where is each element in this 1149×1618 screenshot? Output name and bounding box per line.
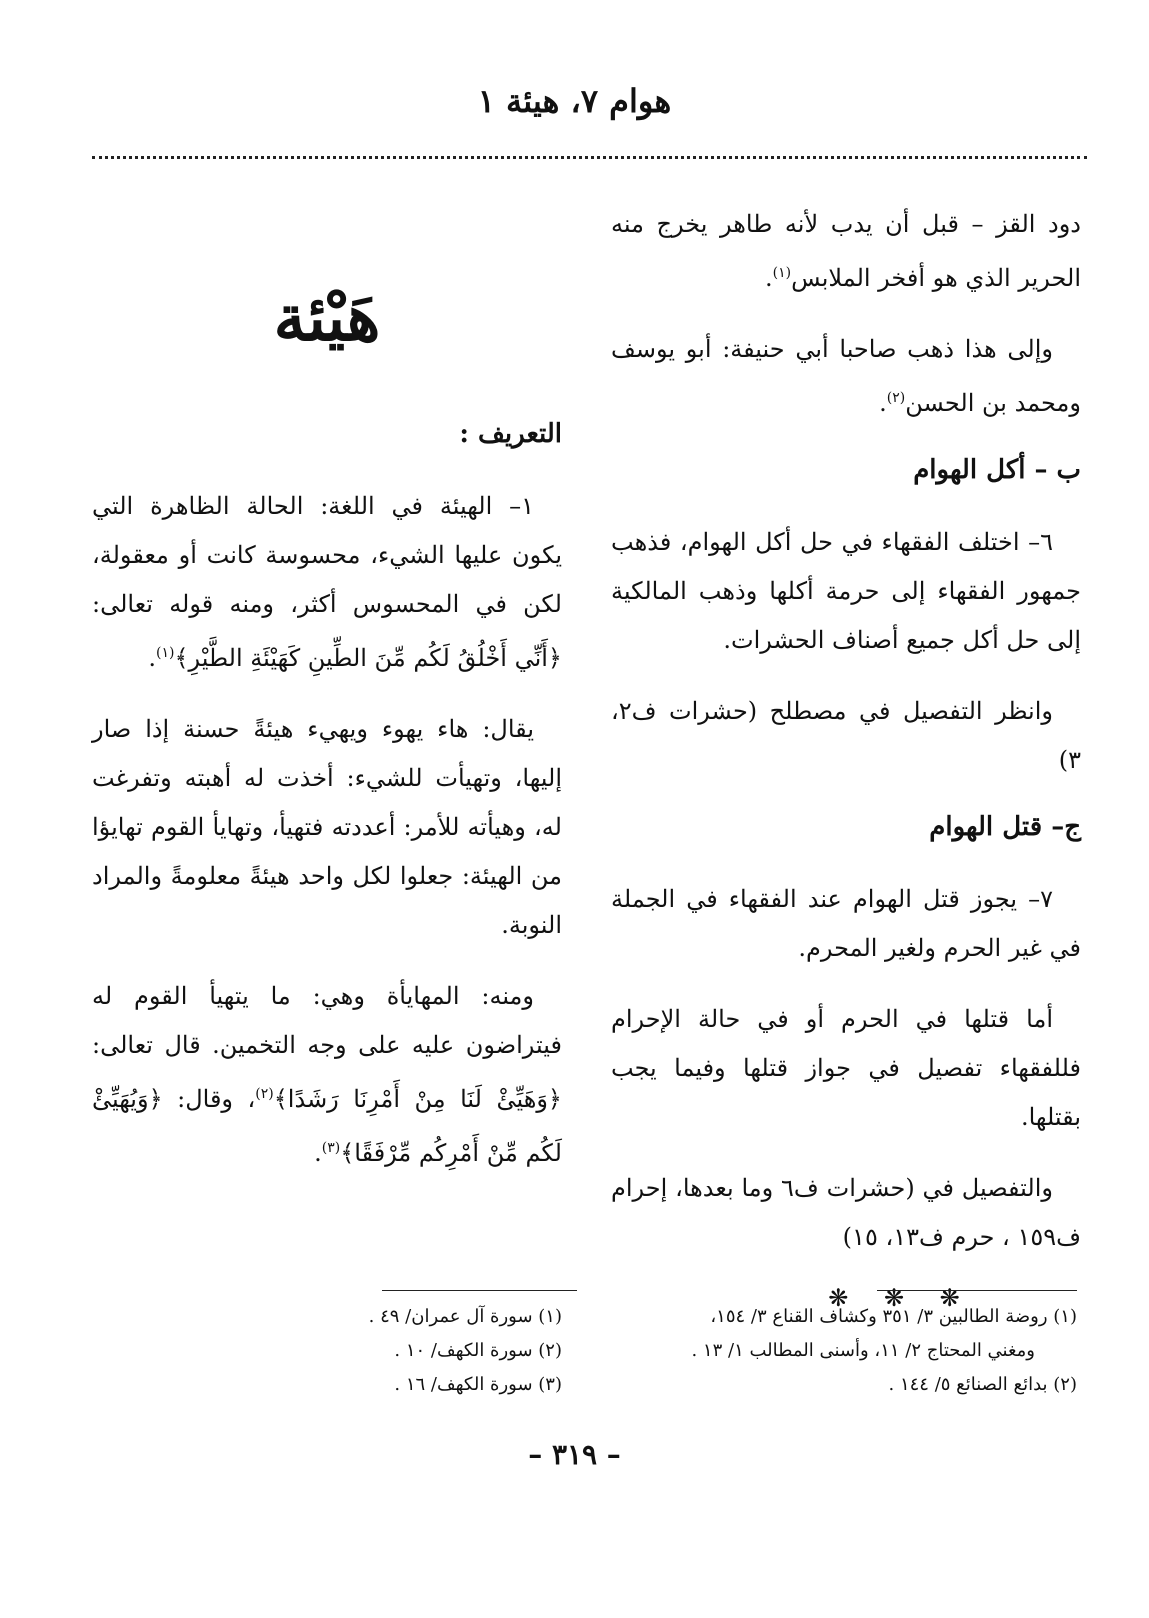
footnotes-right	[607, 1300, 1077, 1402]
footnote-continuation: ومغني المحتاج ٢/ ١١، وأسنى المطالب ١/ ١٣ .	[691, 1340, 1035, 1361]
paragraph	[92, 482, 562, 683]
footnote-rule	[382, 1290, 577, 1291]
paragraph-text: دود القز – قبل أن يدب لأنه طاهر يخرج منه الحرير الذي هو أفخر الملابس	[611, 210, 1081, 292]
paragraph	[611, 200, 1081, 303]
footnote-rule	[877, 1290, 1077, 1291]
footnote-marker: (٢)	[255, 1086, 274, 1102]
footnote-marker: (٣)	[321, 1140, 341, 1156]
paragraph-text: ، وقال: ﴿وَيُهَيِّئْ لَكُم مِّنْ أَمْرِكُم مِّرْفَقًا﴾	[92, 1085, 562, 1167]
section-heading: ب – أكل الهوام	[913, 455, 1081, 485]
paragraph: أما قتلها في الحرم أو في حالة الإحرام فللفقهاء تفصيل في جواز قتلها وفيما يجب بقتلها.	[611, 1005, 1081, 1131]
paragraph: يقال: هاء يهوء ويهيء هيئةً حسنة إذا صار إليها، وتهيأت للشيء: أخذت له أهبته وتفرغت له، وهيأته للأمر: أعددته فتهيأ، وتهايأ القوم تهايؤا من الهيئة: جعلوا لكل واحد هيئةً معلومةً والمراد النوبة.	[92, 715, 562, 939]
paragraph-text: ١– الهيئة في اللغة: الحالة الظاهرة التي يكون عليها الشيء، محسوسة كانت أو معقولة، لكن في المحسوس أكثر، ومنه قوله تعالى: ﴿أَنِّي أَخْلُقُ لَكُم مِّنَ الطِّينِ كَهَيْئَةِ الطَّيْرِ﴾	[92, 492, 562, 672]
footnotes-left	[92, 1300, 562, 1402]
running-header: هوام ٧، هيئة ١	[477, 82, 672, 120]
paragraph	[611, 325, 1081, 428]
section-end-stars: ❋ ❋ ❋	[828, 1284, 974, 1312]
entry-title: هَيْئة	[273, 281, 381, 356]
footnote: (١) سورة آل عمران/ ٤٩ .	[368, 1306, 562, 1327]
footnote-marker: (١)	[772, 265, 792, 281]
paragraph	[92, 972, 562, 1178]
paragraph-text: وإلى هذا ذهب صاحبا أبي حنيفة: أبو يوسف ومحمد بن الحسن	[611, 335, 1081, 417]
footnote-marker: (٢)	[886, 390, 906, 406]
paragraph-end: .	[148, 644, 156, 672]
paragraph-end: .	[314, 1139, 322, 1167]
section-heading: التعريف :	[459, 419, 562, 449]
paragraph-end: .	[764, 264, 773, 292]
paragraph-end: .	[879, 389, 887, 417]
page-number: – ٣١٩ –	[528, 1438, 621, 1471]
footnote: (٢) بدائع الصنائع ٥/ ١٤٤ .	[888, 1374, 1077, 1395]
left-column	[92, 200, 562, 1200]
paragraph: ٧– يجوز قتل الهوام عند الفقهاء في الجملة في غير الحرم ولغير المحرم.	[611, 885, 1081, 962]
footnote: (٣) سورة الكهف/ ١٦ .	[394, 1374, 562, 1395]
paragraph: والتفصيل في (حشرات ف٦ وما بعدها، إحرام ف١٥٩ ، حرم ف١٣، ١٥)	[611, 1174, 1081, 1251]
footnote: (٢) سورة الكهف/ ١٠ .	[394, 1340, 562, 1361]
footnote-marker: (١)	[155, 645, 175, 661]
paragraph: ٦– اختلف الفقهاء في حل أكل الهوام، فذهب جمهور الفقهاء إلى حرمة أكلها وذهب المالكية إلى حل أكل جميع أصناف الحشرات.	[611, 528, 1081, 654]
paragraph: وانظر التفصيل في مصطلح (حشرات ف٢، ٣)	[611, 697, 1081, 774]
footnote: (١) روضة الطالبين ٣/ ٣٥١ وكشاف القناع ٣/ ١٥٤،	[710, 1306, 1077, 1327]
right-column	[611, 200, 1081, 1312]
header-dotted-rule	[92, 156, 1087, 159]
section-heading: ج– قتل الهوام	[929, 812, 1081, 842]
paragraph-text: ومنه: المهايأة وهي: ما يتهيأ القوم له فيتراضون عليه على وجه التخمين. قال تعالى: ﴿وَهَيِّئْ لَنَا مِنْ أَمْرِنَا رَشَدًا﴾	[92, 982, 562, 1113]
